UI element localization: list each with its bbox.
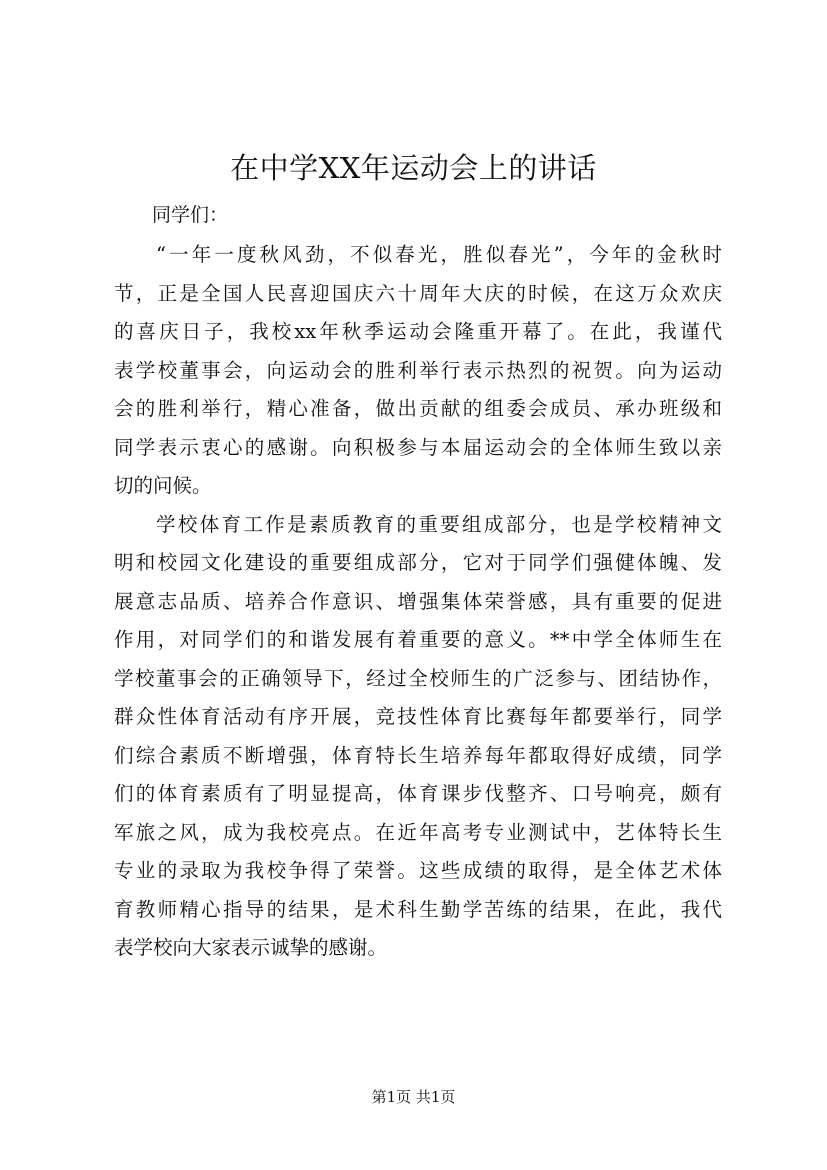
text-line: 学校体育工作是素质教育的重要组成部分，也是学校精神文 [156, 512, 722, 536]
text-line: 节，正是全国人民喜迎国庆六十周年大庆的时候，在这万众欢庆 [114, 281, 722, 305]
text-line: 群众性体育活动有序开展，竞技性体育比赛每年都要举行，同学 [114, 705, 722, 728]
text-line: 学校董事会的正确领导下，经过全校师生的广泛参与、团结协作， [114, 666, 722, 690]
text-line: 们的体育素质有了明显提高，体育课步伐整齐、口号响亮，颇有 [114, 782, 722, 805]
text-line: 作用，对同学们的和谐发展有着重要的意义。**中学全体师生在 [114, 628, 722, 651]
text-line: 的喜庆日子，我校xx年秋季运动会隆重开幕了。在此，我谨代 [114, 320, 722, 343]
text-line: 切的问候。 [114, 474, 212, 497]
text-line: 表学校董事会，向运动会的胜利举行表示热烈的祝贺。向为运动 [114, 358, 722, 382]
salutation: 同学们： [152, 204, 229, 226]
text-line: “一年一度秋风劲，不似春光，胜似春光”，今年的金秋时 [156, 243, 722, 266]
text-line: 会的胜利举行，精心准备，做出贡献的组委会成员、承办班级和 [114, 397, 722, 420]
text-line: 育教师精心指导的结果，是术科生勤学苦练的结果，在此，我代 [114, 897, 722, 921]
paragraph [114, 506, 722, 968]
paragraph [114, 236, 722, 506]
text-line: 专业的录取为我校争得了荣誉。这些成绩的取得，是全体艺术体 [114, 859, 722, 882]
text-line: 表学校向大家表示诚挚的感谢。 [114, 936, 388, 959]
document-title: 在中学XX年运动会上的讲话 [230, 151, 597, 185]
text-line: 明和校园文化建设的重要组成部分，它对于同学们强健体魄、发 [114, 551, 722, 574]
text-line: 们综合素质不断增强，体育特长生培养每年都取得好成绩，同学 [114, 743, 722, 767]
text-line: 同学表示衷心的感谢。向积极参与本届运动会的全体师生致以亲 [114, 435, 722, 459]
text-line: 展意志品质、培养合作意识、增强集体荣誉感，具有重要的促进 [114, 589, 722, 613]
page-footer: 第1页 共1页 [371, 1088, 456, 1106]
text-line: 军旅之风，成为我校亮点。在近年高考专业测试中，艺体特长生 [114, 820, 722, 844]
document-body [114, 236, 722, 968]
